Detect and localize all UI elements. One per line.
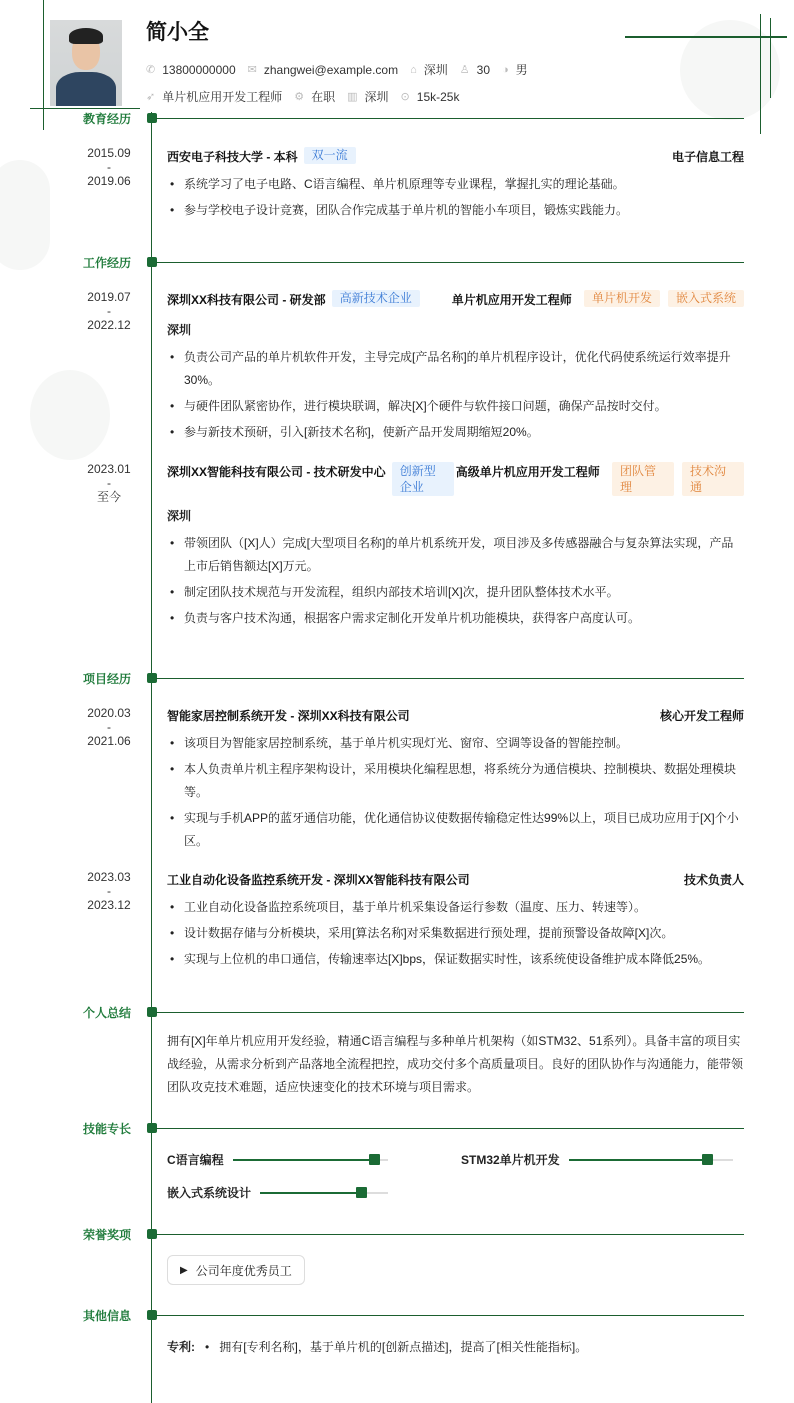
section-divider bbox=[156, 678, 744, 679]
honor-label: 公司年度优秀员工 bbox=[195, 1263, 292, 1278]
section-divider bbox=[156, 118, 744, 119]
status: 在职 bbox=[311, 90, 336, 104]
date-start: 2023.03 bbox=[87, 870, 131, 884]
section-title-summary: 个人总结 bbox=[83, 1006, 132, 1020]
decor-line bbox=[760, 14, 761, 134]
date-range bbox=[80, 870, 138, 912]
date-end: 至今 bbox=[96, 490, 121, 504]
date-sep: - bbox=[107, 720, 111, 734]
section-title-education: 教育经历 bbox=[83, 112, 132, 126]
skill-bar-handle bbox=[356, 1187, 367, 1198]
summary-text: 拥有[X]年单片机应用开发经验，精通C语言编程与多种单片机架构（如STM32、51系列）。具备丰富的项目实战经验，从需求分析到产品落地全流程把控，成功交付多个高质量项目。良好的团队协作与沟通能力，能带领团队攻克技术难题，适应快速变化的技术环境与项目需求。 bbox=[167, 1034, 744, 1094]
bullet-item: • 负责公司产品的单片机软件开发，主导完成[产品名称]的单片机程序设计，优化代码使系统运行效率提升30%。 bbox=[167, 346, 744, 392]
bullet-item: • 参与学校电子设计竞赛，团队合作完成基于单片机的智能小车项目，锻炼实践能力。 bbox=[167, 199, 744, 222]
send-icon: ➶ bbox=[146, 91, 156, 103]
skill-tag: 团队管理 bbox=[612, 462, 674, 496]
skill-bar bbox=[233, 1159, 388, 1161]
company-tag: 创新型企业 bbox=[392, 462, 454, 496]
work-entry bbox=[167, 290, 744, 447]
city: 深圳 bbox=[423, 63, 448, 77]
mail-icon: ✉ bbox=[247, 64, 257, 76]
job-title: 单片机应用开发工程师 bbox=[451, 293, 572, 307]
gender: 男 bbox=[515, 63, 528, 77]
building-icon: ▥ bbox=[347, 91, 358, 103]
bullet-item: • 本人负责单片机主程序架构设计，采用模块化编程思想，将系统分为通信模块、控制模块、数据处理模块等。 bbox=[167, 758, 744, 804]
skill-tag: 嵌入式系统 bbox=[668, 290, 744, 307]
skill-bar-handle bbox=[369, 1154, 380, 1165]
date-range bbox=[80, 462, 138, 504]
skill-bar-fill bbox=[233, 1159, 376, 1161]
email: zhangwei@example.com bbox=[263, 62, 399, 77]
skill-name: 嵌入式系统设计 bbox=[167, 1186, 252, 1200]
bullet-list bbox=[167, 532, 744, 630]
section-title-honors: 荣誉奖项 bbox=[83, 1228, 132, 1242]
date-range bbox=[80, 290, 138, 332]
section-title-skills: 技能专长 bbox=[83, 1122, 132, 1136]
candidate-name: 简小全 bbox=[146, 21, 209, 44]
bullet-list bbox=[167, 173, 744, 222]
section-divider bbox=[156, 1128, 744, 1129]
section-divider bbox=[156, 1012, 744, 1013]
decor-circle bbox=[680, 20, 780, 120]
date-start: 2020.03 bbox=[87, 706, 131, 720]
project-role: 核心开发工程师 bbox=[659, 709, 744, 723]
school-tag: 双一流 bbox=[304, 147, 356, 164]
education-entry bbox=[167, 147, 744, 225]
section-divider bbox=[156, 262, 744, 263]
phone: 13800000000 bbox=[162, 62, 236, 77]
bullet-item: • 参与新技术预研，引入[新技术名称]，使新产品开发周期缩短20%。 bbox=[167, 421, 744, 444]
project-title: 智能家居控制系统开发 - 深圳XX科技有限公司 bbox=[167, 709, 410, 723]
bullet-item: • 设计数据存储与分析模块，采用[算法名称]对采集数据进行预处理，提前预警设备故障[X]次。 bbox=[167, 922, 744, 945]
skill-name: STM32单片机开发 bbox=[461, 1153, 560, 1167]
skill-tag: 技术沟通 bbox=[682, 462, 744, 496]
job-title: 高级单片机应用开发工程师 bbox=[455, 465, 600, 479]
work-location: 深圳 bbox=[167, 323, 192, 337]
project-role: 技术负责人 bbox=[683, 873, 744, 887]
entry-header bbox=[167, 147, 744, 167]
work-location: 深圳 bbox=[167, 509, 192, 523]
bullet-item: • 制定团队技术规范与开发流程，组织内部技术培训[X]次，提升团队整体技术水平。 bbox=[167, 581, 744, 604]
other-info bbox=[167, 1338, 587, 1356]
skill-bar bbox=[569, 1159, 733, 1161]
other-text: 拥有[专利名称]，基于单片机的[创新点描述]，提高了[相关性能指标]。 bbox=[219, 1340, 588, 1354]
date-range bbox=[80, 706, 138, 748]
work-entry bbox=[167, 462, 744, 633]
date-sep: - bbox=[107, 304, 111, 318]
skill-item bbox=[461, 1151, 733, 1168]
decor-line bbox=[770, 18, 771, 98]
status-icon: ⚙ bbox=[294, 91, 305, 103]
section-title-other: 其他信息 bbox=[83, 1309, 132, 1323]
bullet-item: • 带领团队（[X]人）完成[大型项目名称]的单片机系统开发，项目涉及多传感器融合与复杂算法实现，产品上市后销售额达[X]万元。 bbox=[167, 532, 744, 578]
decor-line bbox=[625, 36, 787, 38]
date-sep: - bbox=[107, 476, 111, 490]
school-name: 西安电子科技大学 - 本科 bbox=[167, 150, 298, 164]
other-label: 专利: bbox=[167, 1340, 195, 1354]
job-intent-row bbox=[146, 88, 471, 105]
skill-bar-handle bbox=[702, 1154, 713, 1165]
contact-row bbox=[146, 61, 540, 78]
salary-icon: ⊙ bbox=[400, 91, 410, 103]
gender-icon: ◑ bbox=[502, 63, 509, 76]
project-title: 工业自动化设备监控系统开发 - 深圳XX智能科技有限公司 bbox=[167, 873, 470, 887]
home-icon: ⌂ bbox=[410, 63, 417, 76]
date-end: 2019.06 bbox=[87, 174, 131, 188]
bullet-item: • 该项目为智能家居控制系统，基于单片机实现灯光、窗帘、空调等设备的智能控制。 bbox=[167, 732, 744, 755]
bullet-item: • 实现与上位机的串口通信，传输速率达[X]bps，保证数据实时性，该系统使设备维护成本降低25%。 bbox=[167, 948, 744, 971]
target-city: 深圳 bbox=[364, 90, 389, 104]
skill-bar-fill bbox=[260, 1192, 362, 1194]
phone-icon: ✆ bbox=[146, 64, 156, 76]
date-sep: - bbox=[107, 884, 111, 898]
skill-item bbox=[167, 1151, 388, 1168]
timeline-line bbox=[151, 112, 152, 1403]
company-name: 深圳XX智能科技有限公司 - 技术研发中心 bbox=[167, 465, 386, 479]
skill-tag: 单片机开发 bbox=[584, 290, 660, 307]
entry-header bbox=[167, 290, 744, 310]
bullet-list bbox=[167, 346, 744, 444]
date-end: 2021.06 bbox=[87, 734, 131, 748]
date-range bbox=[80, 146, 138, 188]
section-divider bbox=[156, 1234, 744, 1235]
bullet-list bbox=[167, 896, 744, 971]
company-name: 深圳XX科技有限公司 - 研发部 bbox=[167, 293, 326, 307]
project-entry bbox=[167, 870, 744, 974]
salary: 15k-25k bbox=[416, 89, 460, 104]
decor-line bbox=[43, 0, 44, 130]
position: 单片机应用开发工程师 bbox=[162, 90, 283, 104]
bullet-item: • 与硬件团队紧密协作，进行模块联调，解决[X]个硬件与软件接口问题，确保产品按时交付。 bbox=[167, 395, 744, 418]
caret-right-icon: ▶ bbox=[180, 1264, 188, 1276]
bullet-item: • 负责与客户技术沟通，根据客户需求定制化开发单片机功能模块，获得客户高度认可。 bbox=[167, 607, 744, 630]
skill-name: C语言编程 bbox=[167, 1153, 224, 1167]
bullet-list bbox=[167, 732, 744, 853]
section-title-projects: 项目经历 bbox=[83, 672, 132, 686]
date-start: 2015.09 bbox=[87, 146, 131, 160]
entry-header bbox=[167, 870, 744, 890]
decor-circle bbox=[30, 370, 110, 460]
section-title-work: 工作经历 bbox=[83, 256, 132, 270]
bullet-dot: • bbox=[205, 1340, 210, 1354]
section-divider bbox=[156, 1315, 744, 1316]
date-end: 2023.12 bbox=[87, 898, 131, 912]
age: 30 bbox=[476, 62, 491, 77]
project-entry bbox=[167, 706, 744, 856]
age-icon: ♙ bbox=[459, 64, 470, 76]
honor-item[interactable] bbox=[167, 1255, 305, 1285]
bullet-item: • 工业自动化设备监控系统项目，基于单片机采集设备运行参数（温度、压力、转速等）。 bbox=[167, 896, 744, 919]
skill-bar bbox=[260, 1192, 388, 1194]
entry-header bbox=[167, 706, 744, 726]
major: 电子信息工程 bbox=[671, 150, 744, 164]
skill-item bbox=[167, 1184, 388, 1201]
avatar bbox=[50, 20, 122, 106]
company-tag: 高新技术企业 bbox=[332, 290, 420, 307]
decor-line bbox=[30, 108, 140, 109]
date-start: 2019.07 bbox=[87, 290, 131, 304]
decor-circle bbox=[0, 160, 50, 270]
entry-header bbox=[167, 462, 744, 496]
bullet-item: • 实现与手机APP的蓝牙通信功能，优化通信协议使数据传输稳定性达99%以上，项目已成功应用于[X]个小区。 bbox=[167, 807, 744, 853]
date-end: 2022.12 bbox=[87, 318, 131, 332]
date-start: 2023.01 bbox=[87, 462, 131, 476]
skill-bar-fill bbox=[569, 1159, 708, 1161]
date-sep: - bbox=[107, 160, 111, 174]
bullet-item: • 系统学习了电子电路、C语言编程、单片机原理等专业课程，掌握扎实的理论基础。 bbox=[167, 173, 744, 196]
